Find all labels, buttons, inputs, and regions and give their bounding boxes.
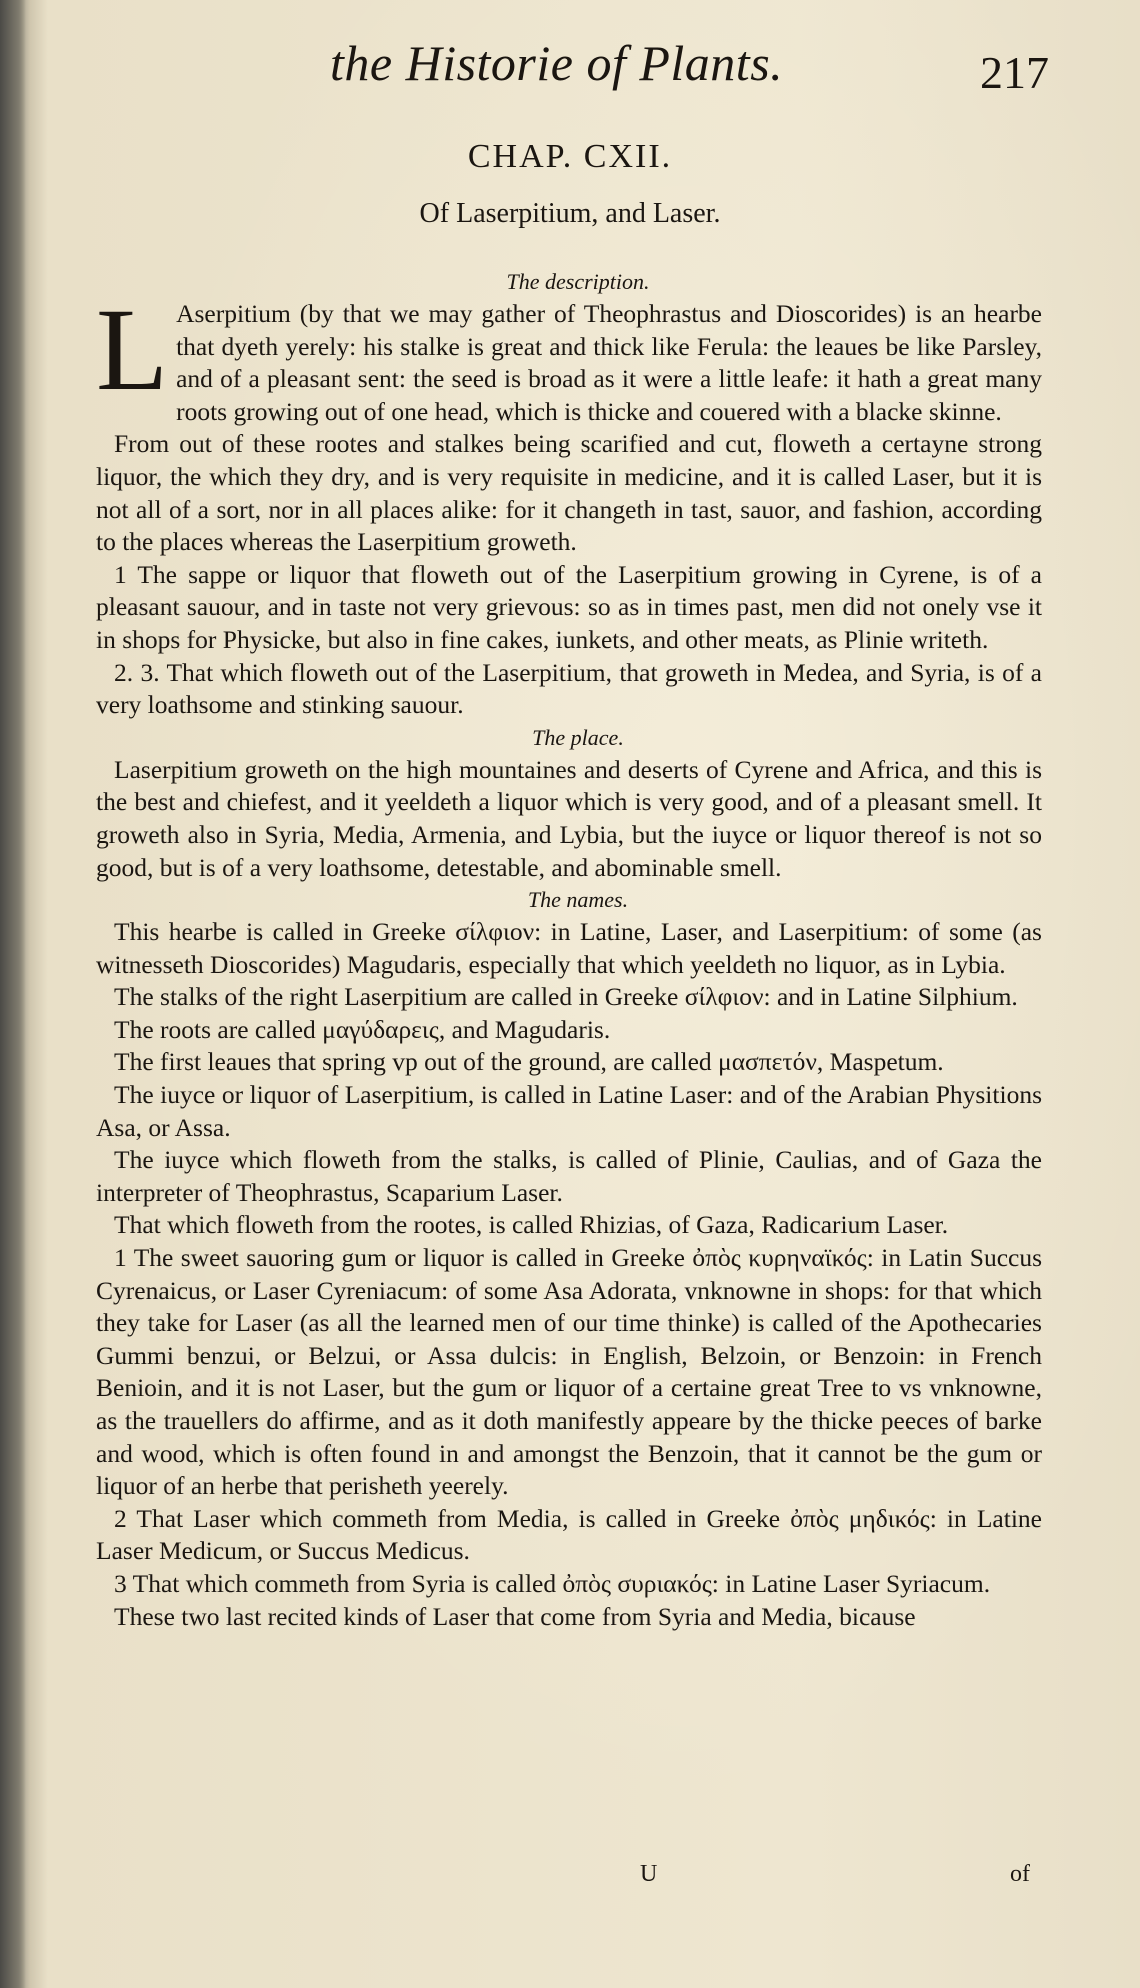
description-text-1: Aserpitium (by that we may gather of Theophrastus and Dioscorides) is an hearbe that dyeth yerely: his stalke is great and thick like Ferula: the leaues be like Parsley, and of a pleasant sent: the seed is broad as it were a little leafe: it hath a great many roots growing out of one head, which is thicke and couered with a blacke skinne.: [176, 299, 1042, 426]
body-text: [96, 266, 1042, 1633]
names-paragraph-7: That which floweth from the rootes, is called Rhizias, of Gaza, Radicarium Laser.: [114, 1210, 949, 1240]
names-paragraph-6: The iuyce which floweth from the stalks, is called of Plinie, Caulias, and of Gaza the interpreter of Theophrastus, Scaparium Laser.: [96, 1145, 1042, 1207]
names-paragraph-3: The roots are called μαγύδαρεις, and Magudaris.: [114, 1014, 611, 1044]
description-paragraph-2: From out of these rootes and stalkes being scarified and cut, floweth a certayne strong liquor, the which they dry, and is very requisite in medicine, and it is called Laser, but it is not all of a sort, nor in all places alike: for it changeth in tast, sauor, and fashion, according to the places whereas the Laserpitium groweth.: [96, 429, 1042, 557]
names-paragraph-4: The first leaues that spring vp out of the ground, are called μασπετόν, Maspetum.: [114, 1047, 944, 1077]
description-paragraph-1: [96, 284, 1042, 428]
names-paragraph-10: 3 That which commeth from Syria is called ὀπὸς συριακός: in Latine Laser Syriacum.: [114, 1568, 991, 1598]
description-heading: The description.: [506, 269, 650, 294]
names-paragraph-8: 1 The sweet sauoring gum or liquor is called in Greeke ὀπὸς κυρηναϊκός: in Latin Succus Cyrenaicus, or Laser Cyreniacum: of some Asa Adorata, vnknowne in shops: for that which they take for Laser (as all the learned men of our time thinke) is called of the Apothecaries Gummi benzui, or Belzui, or Assa dulcis: in English, Belzoin, or Benzoin: in French Benioin, and it is not Laser, but the gum or liquor of a certaine great Tree to vs vnknowne, as the trauellers do affirme, and as it doth manifestly appeare by the thicke peeces of barke and wood, which is often found in and amongst the Benzoin, that it cannot be the gum or liquor of an herbe that perisheth yeerely.: [96, 1243, 1042, 1501]
description-paragraph-4: 2. 3. That which floweth out of the Laserpitium, that groweth in Medea, and Syria, is of a very loathsome and stinking sauour.: [96, 657, 1042, 720]
names-paragraph-2: The stalks of the right Laserpitium are called in Greeke σίλφιον: and in Latine Silphium.: [114, 982, 1018, 1012]
place-paragraph-1: Laserpitium groweth on the high mountaines and deserts of Cyrene and Africa, and this is the best and chiefest, and it yeeldeth a liquor which is very good, and of a pleasant smell. It groweth also in Syria, Media, Armenia, and Lybia, but the iuyce or liquor thereof is not so good, but is of a very loathsome, detestable, and abominable smell.: [96, 754, 1042, 882]
running-title: the Historie of Plants.: [330, 35, 784, 91]
names-paragraph-5: The iuyce or liquor of Laserpitium, is called in Latine Laser: and of the Arabian Physitions Asa, or Assa.: [96, 1080, 1042, 1142]
names-paragraph-1: This hearbe is called in Greeke σίλφιον: in Latine, Laser, and Laserpitium: of some (as witnesseth Dioscorides) Magudaris, especially that which yeeldeth no liquor, as in Lybia.: [96, 917, 1042, 979]
names-paragraph-11: These two last recited kinds of Laser that come from Syria and Media, bicause: [114, 1601, 916, 1631]
names-heading: The names.: [527, 887, 629, 913]
chapter-number: CHAP. CXII.: [467, 138, 673, 175]
place-heading: The place.: [532, 724, 624, 750]
description-paragraph-3: 1 The sappe or liquor that floweth out of the Laserpitium growing in Cyrene, is of a pleasant sauour, and in taste not very grievous: so as in times past, men did not onely vse it in shops for Physicke, but also in fine cakes, iunkets, and other meats, as Plinie writeth.: [96, 559, 1042, 654]
names-paragraph-9: 2 That Laser which commeth from Media, is called in Greeke ὀπὸς μηδικός: in Latine Laser Medicum, or Succus Medicus.: [96, 1503, 1042, 1566]
drop-cap: L: [96, 284, 169, 415]
catchword: of: [1010, 1861, 1030, 1887]
book-gutter: [0, 0, 26, 1988]
chapter-title: Of Laserpitium, and Laser.: [419, 198, 721, 229]
signature-mark: U: [640, 1861, 658, 1887]
page-number: 217: [980, 47, 1049, 98]
